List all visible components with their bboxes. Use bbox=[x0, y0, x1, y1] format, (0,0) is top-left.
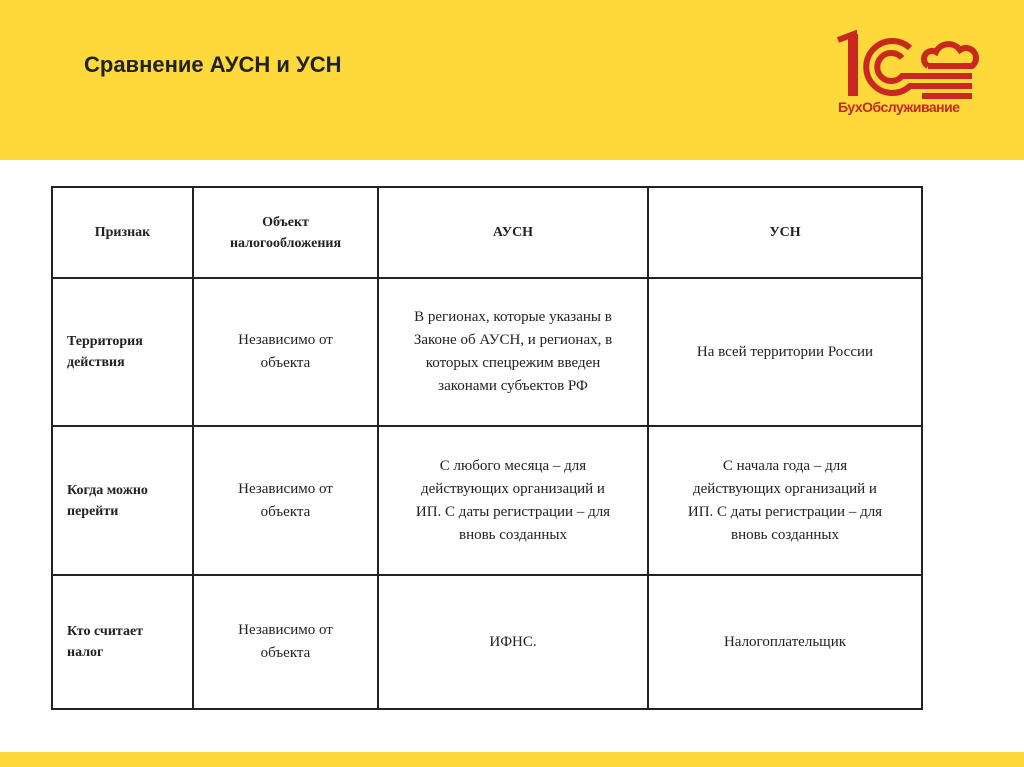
table-header-row bbox=[52, 187, 922, 278]
table-cell: С начала года – для действующих организаций и ИП. С даты регистрации – для вновь созданных bbox=[648, 426, 922, 575]
header-cell: УСН bbox=[648, 187, 922, 278]
row-label: Когда можно перейти bbox=[52, 426, 193, 575]
header-cell: Объект налогообложения bbox=[193, 187, 378, 278]
footer-band bbox=[0, 752, 1024, 767]
table-row bbox=[52, 426, 922, 575]
table-cell: Независимо от объекта bbox=[193, 426, 378, 575]
table-row bbox=[52, 575, 922, 709]
table-cell: ИФНС. bbox=[378, 575, 648, 709]
table-cell: В регионах, которые указаны в Законе об АУСН, и регионах, в которых спецрежим введен законами субъектов РФ bbox=[378, 278, 648, 426]
table-cell: Независимо от объекта bbox=[193, 278, 378, 426]
table-cell: С любого месяца – для действующих организаций и ИП. С даты регистрации – для вновь созданных bbox=[378, 426, 648, 575]
table-cell: Налогоплательщик bbox=[648, 575, 922, 709]
comparison-table bbox=[51, 186, 923, 710]
table-cell: Независимо от объекта bbox=[193, 575, 378, 709]
header-cell: АУСН bbox=[378, 187, 648, 278]
table-row bbox=[52, 278, 922, 426]
row-label: Территория действия bbox=[52, 278, 193, 426]
table-cell: На всей территории России bbox=[648, 278, 922, 426]
row-label: Кто считает налог bbox=[52, 575, 193, 709]
slide-title: Сравнение АУСН и УСН bbox=[84, 52, 342, 77]
logo-text: БухОбслуживание bbox=[838, 99, 960, 115]
header-cell: Признак bbox=[52, 187, 193, 278]
